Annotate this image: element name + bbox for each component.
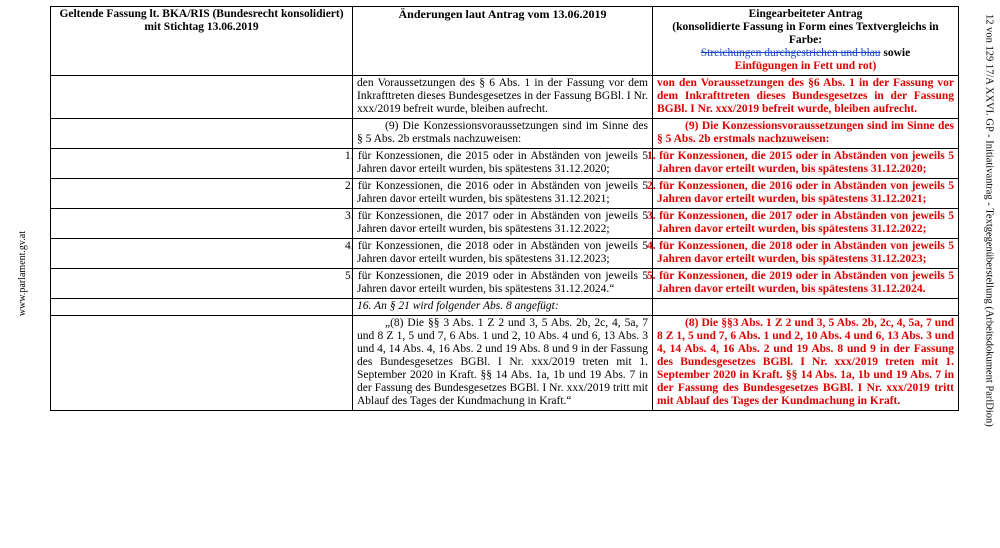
cell-consolidated-text: (9) Die Konzessionsvoraussetzungen sind im Sinne des § 5 Abs. 2b erstmals nachzuweisen: xyxy=(653,119,959,149)
table-row xyxy=(51,299,959,316)
cell-consolidated-text: (8) Die §§3 Abs. 1 Z 2 und 3, 5 Abs. 2b, 2c, 4, 5a, 7 und 8 Z 1, 5 und 7, 6 Abs. 1 und 2, 10 Abs. 4 und 6, 13 Abs. 3 und 4, 14 Abs. 4, 16 Abs. 2 und 19 Abs. 8 und 9 in der Fassung des Bundesgesetzes BGBl. I Nr. xxx/2019 treten mit 1. September 2020 in Kraft. §§ 14 Abs. 1a, 1b und 19 Abs. 7 in der Fassung des Bundesgesetzes BGBl. I Nr. xxx/2019 tritt mit Ablauf des Tages der Kundmachung in Kraft. xyxy=(653,316,959,411)
cell-change-text: „(8) Die §§ 3 Abs. 1 Z 2 und 3, 5 Abs. 2b, 2c, 4, 5a, 7 und 8 Z 1, 5 und 7, 6 Abs. 1 und 2, 10 Abs. 4 und 6, 13 Abs. 3 und 4, 14 Abs. 4, 16 Abs. 2 und 19 Abs. 8 und 9 in der Fassung des Bundesgesetzes BGBl. I Nr. xxx/2019 treten mit 1. September 2020 in Kraft. §§ 14 Abs. 1a, 1b und 19 Abs. 7 in der Fassung des Bundesgesetzes BGBl. I Nr. xxx/2019 tritt mit Ablauf des Tages der Kundmachung in Kraft.“ xyxy=(353,316,653,411)
cell-current xyxy=(51,316,353,411)
cell-change-text: den Voraussetzungen des § 6 Abs. 1 in der Fassung vor dem Inkrafttreten dieses Bundesgesetzes in der Fassung BGBl. I Nr. xxx/2019 befreit wurde, bleiben aufrecht. xyxy=(353,76,653,119)
header-legend xyxy=(657,47,954,60)
cell-consolidated-item: 4. für Konzessionen, die 2018 oder in Abständen von jeweils 5 Jahren davor erteilt wurden, bis spätestens 31.12.2023; xyxy=(653,239,959,269)
cell-consolidated-item: 5. für Konzessionen, die 2019 oder in Abständen von jeweils 5 Jahren davor erteilt wurden, bis spätestens 31.12.2024. xyxy=(653,269,959,299)
cell-amendment-instruction: 16. An § 21 wird folgender Abs. 8 angefügt: xyxy=(353,299,653,316)
header-row xyxy=(51,7,959,76)
table-row xyxy=(51,76,959,119)
table-row xyxy=(51,269,959,299)
cell-change-item: 1. für Konzessionen, die 2015 oder in Abständen von jeweils 5 Jahren davor erteilt wurden, bis spätestens 31.12.2020; xyxy=(353,149,653,179)
cell-current xyxy=(51,149,353,179)
header-consolidated-subtitle: (konsolidierte Fassung in Form eines Textvergleichs in Farbe: xyxy=(672,21,939,46)
header-consolidated-title: Eingearbeiteter Antrag xyxy=(748,8,863,20)
comparison-table xyxy=(50,6,959,411)
cell-current xyxy=(51,269,353,299)
website-url: www.parlament.gv.at xyxy=(16,231,28,317)
cell-change-text: (9) Die Konzessionsvoraussetzungen sind im Sinne des § 5 Abs. 2b erstmals nachzuweisen: xyxy=(353,119,653,149)
cell-current xyxy=(51,299,353,316)
header-changes: Änderungen laut Antrag vom 13.06.2019 xyxy=(353,7,653,76)
legend-insertions: Einfügungen in Fett und rot) xyxy=(734,60,877,72)
cell-consolidated-text: von den Voraussetzungen des §6 Abs. 1 in der Fassung vor dem Inkrafttreten dieses Bundesgesetzes in der Fassung BGBl. I Nr. xxx/2019 befreit wurde, bleiben aufrecht. xyxy=(653,76,959,119)
cell-change-item: 4. für Konzessionen, die 2018 oder in Abständen von jeweils 5 Jahren davor erteilt wurden, bis spätestens 31.12.2023; xyxy=(353,239,653,269)
table-row xyxy=(51,119,959,149)
cell-current xyxy=(51,76,353,119)
table-row xyxy=(51,149,959,179)
cell-current xyxy=(51,239,353,269)
side-label-left xyxy=(14,0,30,548)
cell-consolidated xyxy=(653,299,959,316)
cell-current xyxy=(51,209,353,239)
header-consolidated xyxy=(653,7,959,76)
document-reference: 12 von 129 17/A XXVI. GP - Initiativantrag - Textgegenüberstellung (Arbeitsdokument ParlDion) xyxy=(983,14,995,427)
cell-current xyxy=(51,119,353,149)
header-current-version: Geltende Fassung lt. BKA/RIS (Bundesrecht konsolidiert) mit Stichtag 13.06.2019 xyxy=(51,7,353,76)
cell-consolidated-item: 3. für Konzessionen, die 2017 oder in Abständen von jeweils 5 Jahren davor erteilt wurden, bis spätestens 31.12.2022; xyxy=(653,209,959,239)
cell-change-item: 3. für Konzessionen, die 2017 oder in Abständen von jeweils 5 Jahren davor erteilt wurden, bis spätestens 31.12.2022; xyxy=(353,209,653,239)
cell-consolidated-item: 1. für Konzessionen, die 2015 oder in Abständen von jeweils 5 Jahren davor erteilt wurden, bis spätestens 31.12.2020; xyxy=(653,149,959,179)
cell-current xyxy=(51,179,353,209)
cell-change-item: 5. für Konzessionen, die 2019 oder in Abständen von jeweils 5 Jahren davor erteilt wurden, bis spätestens 31.12.2024.“ xyxy=(353,269,653,299)
table-row xyxy=(51,209,959,239)
table-row xyxy=(51,179,959,209)
side-label-right xyxy=(978,0,1000,548)
table-row xyxy=(51,239,959,269)
cell-consolidated-item: 2. für Konzessionen, die 2016 oder in Abständen von jeweils 5 Jahren davor erteilt wurden, bis spätestens 31.12.2021; xyxy=(653,179,959,209)
legend-deletions: Streichungen durchgestrichen und blau xyxy=(700,47,881,59)
table-row xyxy=(51,316,959,411)
legend-sowie: sowie xyxy=(880,47,911,59)
cell-change-item: 2. für Konzessionen, die 2016 oder in Abständen von jeweils 5 Jahren davor erteilt wurden, bis spätestens 31.12.2021; xyxy=(353,179,653,209)
